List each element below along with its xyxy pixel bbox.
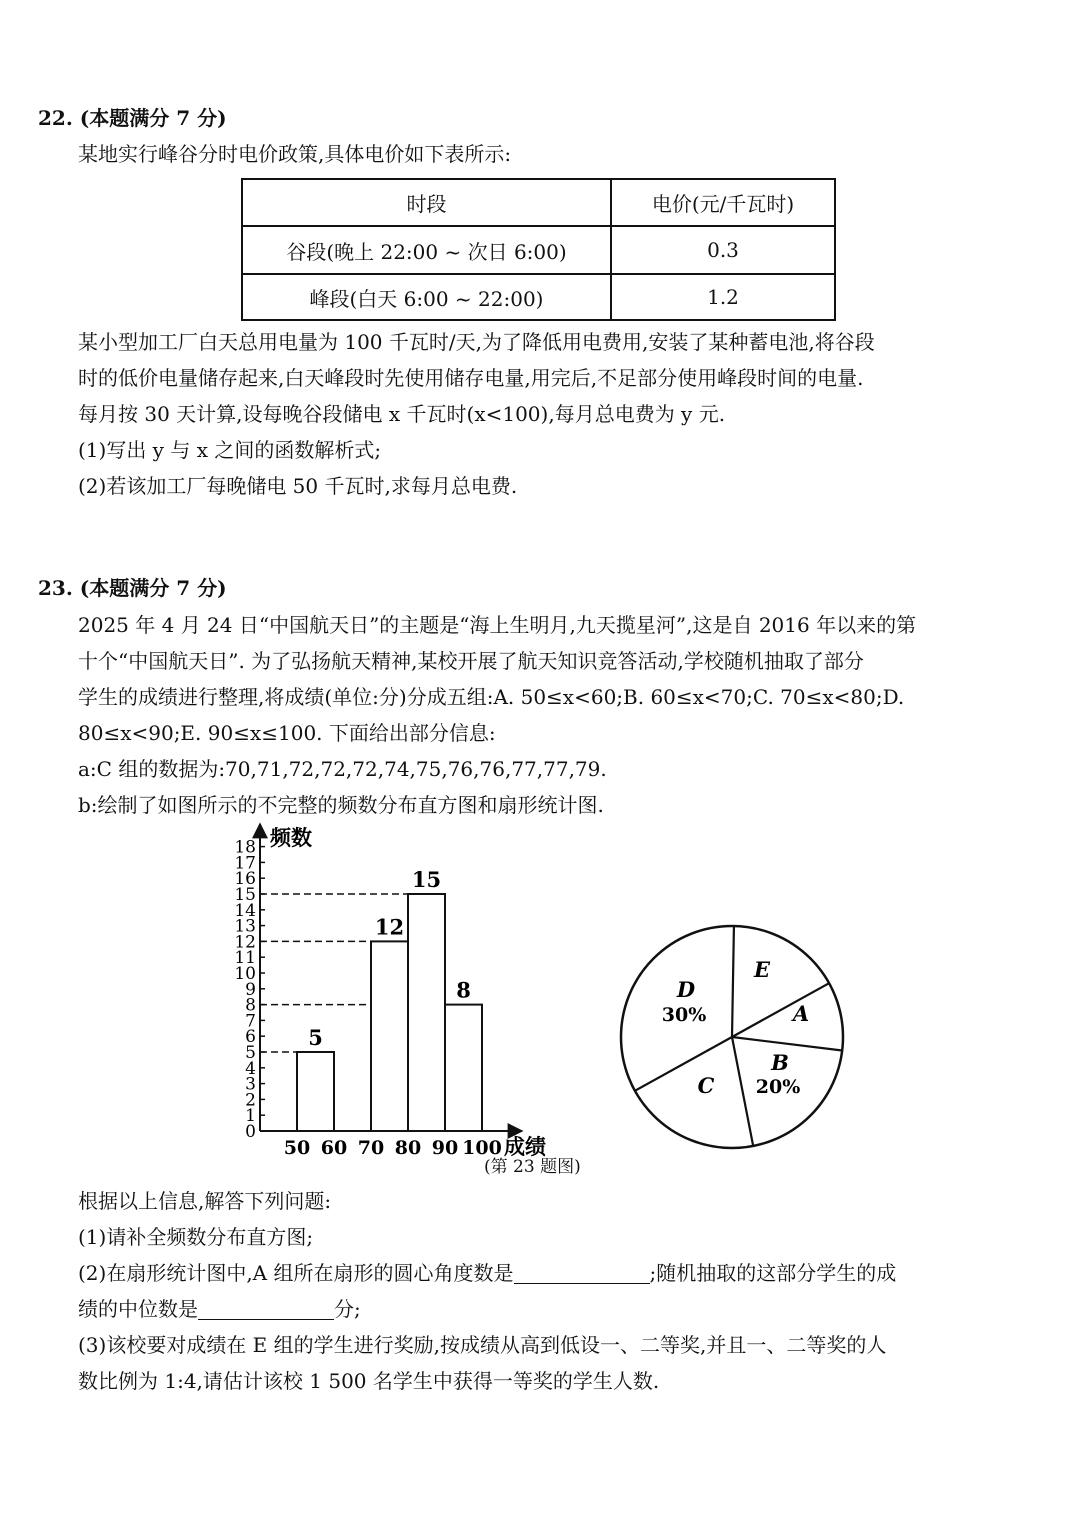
y-tick-label: 9	[245, 979, 256, 1000]
y-tick-label: 7	[245, 1011, 256, 1032]
table-header-period: 时段	[406, 192, 447, 216]
bar-data-label: 15	[411, 867, 442, 892]
y-tick-label: 18	[234, 837, 256, 858]
y-tick-label: 13	[234, 916, 256, 937]
pie-slice-label-A: A	[792, 1001, 810, 1026]
y-axis-label: 频数	[270, 825, 312, 850]
histogram-bar-90-100	[445, 1005, 482, 1131]
table-header-price: 电价(元/千瓦时)	[651, 192, 795, 216]
histogram-bar-50-60	[297, 1052, 334, 1131]
x-tick-label: 60	[320, 1137, 348, 1159]
y-tick-label: 3	[245, 1074, 256, 1095]
y-tick-label: 15	[234, 885, 256, 905]
figure-caption: (第 23 题图)	[484, 1157, 581, 1177]
x-tick-label: 50	[283, 1137, 311, 1159]
pie-slice-label-B: B	[771, 1050, 789, 1075]
table-cell-valley-period: 谷段(晚上 22:00 ~ 次日 6:00)	[286, 239, 567, 264]
y-tick-label: 10	[234, 964, 256, 984]
q23-question-3-line1: (3)该校要对成绩在 E 组的学生进行奖励,按成绩从高到低设一、二等奖,并且一、二等奖的人	[78, 1333, 887, 1357]
bar-data-label: 8	[456, 977, 471, 1003]
y-tick-label: 16	[234, 869, 256, 890]
pie-slice-percent-B: 20%	[755, 1076, 801, 1098]
price-table	[241, 178, 836, 321]
q22-question-2: (2)若该加工厂每晚储电 50 千瓦时,求每月总电费.	[78, 474, 518, 498]
q23-question-1: (1)请补全频数分布直方图;	[78, 1225, 314, 1249]
table-cell-peak-price: 1.2	[707, 285, 739, 309]
y-tick-label: 5	[245, 1043, 256, 1063]
q22-body-line: 某小型加工厂白天总用电量为 100 千瓦时/天,为了降低用电费用,安装了某种蓄电池,将谷段	[78, 330, 875, 354]
q22-intro: 某地实行峰谷分时电价政策,具体电价如下表所示:	[78, 142, 512, 166]
q22-question-1: (1)写出 y 与 x 之间的函数解析式;	[78, 438, 382, 462]
pie-chart	[610, 915, 860, 1165]
y-tick-label: 1	[245, 1106, 256, 1127]
q23-number: 23.	[38, 576, 73, 600]
answer-blank-median[interactable]	[198, 1295, 334, 1320]
pie-slice-percent-D: 30%	[661, 1004, 707, 1026]
y-tick-label: 6	[245, 1027, 256, 1048]
q23-after: 根据以上信息,解答下列问题:	[78, 1189, 332, 1213]
y-tick-label: 14	[234, 900, 256, 921]
y-tick-label: 2	[245, 1090, 256, 1111]
q23-heading	[38, 570, 227, 606]
pie-slice-label-E: E	[753, 957, 771, 982]
y-tick-label: 0	[245, 1122, 256, 1142]
q22-body-line: 时的低价电量储存起来,白天峰段时先使用储存电量,用完后,不足部分使用峰段时间的电量.	[78, 366, 864, 390]
pie-slice-label-C: C	[697, 1073, 715, 1098]
q23-score: (本题满分 7 分)	[79, 576, 227, 600]
q22-number: 22.	[38, 106, 73, 130]
q22-score: (本题满分 7 分)	[79, 106, 227, 130]
bar-data-label: 12	[374, 914, 405, 940]
y-tick-label: 11	[234, 948, 256, 969]
q23-question-3-line2: 数比例为 1:4,请估计该校 1 500 名学生中获得一等奖的学生人数.	[78, 1369, 660, 1393]
histogram-bar-70-80	[371, 941, 408, 1131]
answer-blank-angle[interactable]	[514, 1259, 650, 1284]
y-tick-label: 8	[245, 995, 256, 1016]
x-axis-label: 成绩	[504, 1134, 546, 1159]
table-cell-valley-price: 0.3	[707, 238, 739, 262]
q23-body-line: 80≤x<90;E. 90≤x≤100. 下面给出部分信息:	[78, 721, 496, 745]
q22-heading	[38, 100, 227, 136]
x-tick-label: 100	[462, 1137, 502, 1159]
y-tick-label: 17	[234, 853, 256, 874]
x-tick-label: 90	[431, 1137, 459, 1159]
frequency-histogram	[220, 818, 580, 1163]
x-tick-label: 70	[357, 1137, 385, 1159]
y-tick-label: 4	[245, 1058, 256, 1079]
pie-slice-label-D: D	[676, 977, 696, 1002]
q23-info-b: b:绘制了如图所示的不完整的频数分布直方图和扇形统计图.	[78, 793, 604, 817]
histogram-bar-80-90	[408, 894, 445, 1131]
q23-body-line: 十个“中国航天日”. 为了弘扬航天精神,某校开展了航天知识竞答活动,学校随机抽取了部分	[78, 649, 864, 673]
q23-question-2-line2: 绩的中位数是 分;	[78, 1297, 361, 1321]
q22-body-line: 每月按 30 天计算,设每晚谷段储电 x 千瓦时(x<100),每月总电费为 y 元.	[78, 402, 726, 426]
q23-body-line: 学生的成绩进行整理,将成绩(单位:分)分成五组:A. 50≤x<60;B. 60≤x<70;C. 70≤x<80;D.	[78, 685, 905, 709]
table-cell-peak-period: 峰段(白天 6:00 ~ 22:00)	[309, 286, 544, 311]
q23-body-line: 2025 年 4 月 24 日“中国航天日”的主题是“海上生明月,九天揽星河”,这是自 2016 年以来的第	[78, 613, 917, 637]
bar-data-label: 5	[308, 1025, 323, 1050]
x-tick-label: 80	[394, 1137, 422, 1159]
q23-question-2-line1: (2)在扇形统计图中,A 组所在扇形的圆心角度数是 ;随机抽取的这部分学生的成	[78, 1261, 897, 1285]
y-tick-label: 12	[234, 932, 256, 953]
q23-info-a: a:C 组的数据为:70,71,72,72,72,74,75,76,76,77,77,79.	[78, 757, 607, 781]
